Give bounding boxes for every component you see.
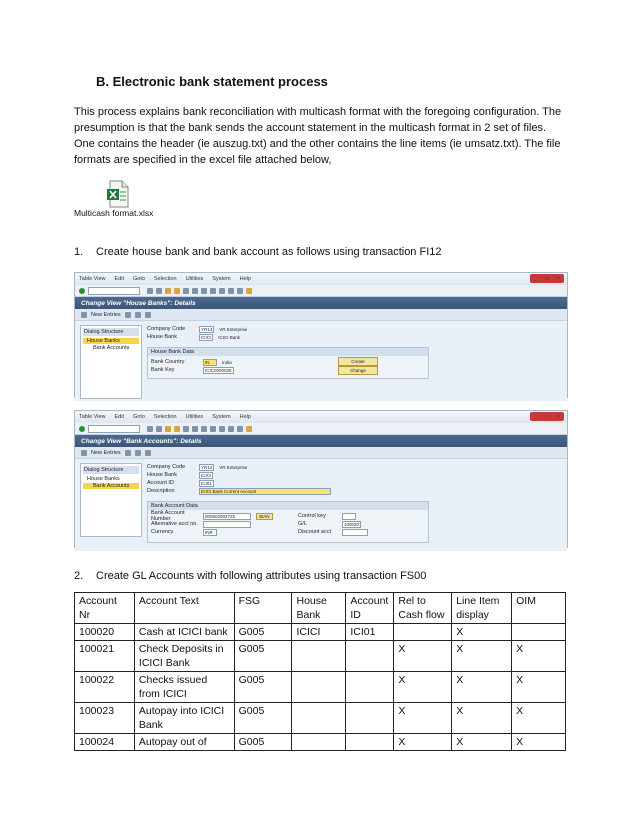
menu-table-view[interactable]: Table View [79,414,106,420]
bank-account-number-field[interactable]: 000502002725 [203,513,251,520]
intro-paragraph: This process explains bank reconciliation with multicash format with the foregoing configuration. The presumption is that the bank sends the account statement in the multicash format in 2 set of files. One contains the header (ie auszug.txt) and the other contains the line items (ie umsatz.txt). The file formats are specified in the excel file attached below, [74,106,562,166]
print-icon[interactable] [183,426,189,432]
screen-body [75,459,567,551]
menu-utilities[interactable]: Utilities [185,276,204,282]
table-cell: X [512,641,566,672]
table-cell: X [394,734,452,751]
company-code-field[interactable]: YR14 [201,326,213,332]
menu-help[interactable]: Help [239,414,251,420]
gl-accounts-table [74,592,566,751]
new-entries-button[interactable]: New Entries [91,311,121,318]
header-cell: FSG [234,593,292,624]
next-page-icon[interactable] [219,426,225,432]
attachment-label: Multicash format.xlsx [74,208,154,218]
account-id-row [147,479,337,487]
table-cell [292,641,346,672]
menu-utilities[interactable]: Utilities [185,414,204,420]
new-entries-button[interactable]: New Entries [91,449,121,456]
bank-country-field[interactable]: IN [203,359,217,366]
discount-account-field[interactable] [342,529,368,536]
bank-key-field[interactable]: ICIC0000025 [205,367,232,373]
change-button[interactable]: Change [338,366,378,375]
header-cell: Rel to Cash flow [394,593,452,624]
header-cell: OIM [512,593,566,624]
sap-menubar [75,273,567,285]
tree-node-house-banks[interactable]: House Banks [87,476,120,482]
application-toolbar [75,309,567,321]
table-cell: X [452,624,512,641]
first-page-icon[interactable] [201,426,207,432]
last-page-icon[interactable] [228,288,234,294]
discount-account-row [298,528,418,536]
menu-edit[interactable]: Edit [114,414,124,420]
table-cell [292,672,346,703]
create-button[interactable]: Create [338,357,378,366]
menu-help[interactable]: Help [239,276,251,282]
table-cell: 100022 [75,672,135,703]
step-1-number: 1. [74,246,84,258]
dialog-structure [80,463,142,537]
field-label: Control key [298,513,326,519]
table-cell: ICI01 [346,624,394,641]
tree-node-bank-accounts[interactable]: Bank Accounts [83,483,139,489]
house-bank-row [147,471,337,479]
gl-row [298,520,418,528]
first-page-icon[interactable] [201,288,207,294]
sap-house-banks-screenshot [74,272,568,398]
table-cell: X [452,641,512,672]
print-icon[interactable] [183,288,189,294]
field-label: Bank Key [151,367,175,373]
bank-country-row [151,358,425,366]
field-label: Bank Country [151,359,185,365]
company-code-row [147,463,337,471]
table-header-row [75,593,566,624]
delete-icon[interactable] [135,450,141,456]
table-row [75,734,566,751]
group-title: House Bank Data [148,348,428,356]
exit-icon[interactable] [165,426,171,432]
screen-title: Change View "Bank Accounts": Details [75,435,567,447]
menu-edit[interactable]: Edit [114,276,124,282]
help-icon[interactable] [246,426,252,432]
house-bank-field[interactable]: ICICI [201,334,212,340]
step-2 [74,570,426,582]
save-icon[interactable] [156,426,162,432]
new-entries-icon [81,450,87,456]
sap-menubar [75,411,567,423]
table-cell [394,624,452,641]
table-cell: Autopay into ICICI Bank [134,703,234,734]
delete-icon[interactable] [135,312,141,318]
command-field[interactable] [88,425,140,433]
menu-system[interactable]: System [212,414,231,420]
tree-node-house-banks[interactable]: House Banks [83,338,139,344]
field-label: G/L [298,521,307,527]
exit-icon[interactable] [165,288,171,294]
house-bank-data-group [147,347,429,379]
new-entries-icon [81,312,87,318]
close-icon[interactable]: × [556,275,560,282]
table-cell: Autopay out of [134,734,234,751]
table-cell: G005 [234,672,292,703]
table-cell: X [512,734,566,751]
field-label: House Bank [147,334,177,340]
control-key-row [298,512,418,520]
screen-title: Change View "House Banks": Details [75,297,567,309]
house-bank-row [147,333,337,341]
table-cell: 100021 [75,641,135,672]
table-cell: Check Deposits in ICICI Bank [134,641,234,672]
description-row [147,487,337,495]
table-cell: X [452,672,512,703]
table-cell [292,703,346,734]
minimize-icon[interactable]: _ [534,275,537,282]
dialog-structure-header: Dialog Structure [83,466,139,474]
table-row [75,672,566,703]
table-cell: 100024 [75,734,135,751]
field-description: India [222,359,232,365]
last-page-icon[interactable] [228,426,234,432]
company-code-field[interactable]: YR14 [201,464,213,470]
description-field[interactable]: ICICI Bank Current Account [199,488,331,495]
header-cell: Account Text [134,593,234,624]
table-cell [346,734,394,751]
help-icon[interactable] [246,288,252,294]
menu-goto[interactable]: Goto [132,276,145,282]
section-heading: B. Electronic bank statement process [96,74,328,89]
cancel-icon[interactable] [174,426,180,432]
table-cell: X [512,672,566,703]
tree-node-bank-accounts[interactable]: Bank Accounts [93,345,130,351]
copy-icon[interactable] [125,450,131,456]
table-row [75,703,566,734]
field-label: Discount acct [298,529,332,535]
table-cell [346,641,394,672]
header-cell: House Bank [292,593,346,624]
field-label: Bank Account Number [151,510,185,522]
table-cell: G005 [234,641,292,672]
window-buttons [530,274,564,283]
undo-icon[interactable] [145,450,151,456]
menu-system[interactable]: System [212,276,231,282]
sap-toolbar [75,423,567,435]
field-label: House Bank [147,472,177,478]
header-cell: Account ID [346,593,394,624]
table-cell: X [452,734,512,751]
menu-table-view[interactable]: Table View [79,276,106,282]
dialog-structure [80,325,142,399]
application-toolbar [75,447,567,459]
enter-icon[interactable] [79,288,85,294]
field-description: ICICI Bank [218,334,241,340]
layout-icon[interactable] [237,288,243,294]
table-row [75,641,566,672]
find-icon[interactable] [192,288,198,294]
field-description: VR Enterprise [219,326,248,332]
next-page-icon[interactable] [219,288,225,294]
prev-page-icon[interactable] [210,288,216,294]
minimize-icon[interactable]: _ [534,413,537,420]
step-2-text: Create GL Accounts with following attributes using transaction FS00 [96,570,427,582]
table-cell: X [512,703,566,734]
command-field[interactable] [88,287,140,295]
gl-field[interactable]: 100020 [344,521,360,527]
excel-file-icon [106,180,130,208]
menu-selection[interactable]: Selection [153,276,177,282]
undo-icon[interactable] [145,312,151,318]
step-2-number: 2. [74,570,84,582]
field-label: Alternative acct no. [151,521,198,527]
table-cell: G005 [234,624,292,641]
alternative-account-field[interactable] [203,521,251,528]
header-cell: Line Item display [452,593,512,624]
bank-key-row [151,366,425,374]
find-icon[interactable] [192,426,198,432]
table-cell: ICICI [292,624,346,641]
prev-page-icon[interactable] [210,426,216,432]
step-1-text: Create house bank and bank account as follows using transaction FI12 [96,246,442,258]
back-icon[interactable] [147,288,153,294]
save-icon[interactable] [156,288,162,294]
right-fields [298,512,418,536]
key-fields [147,463,337,495]
company-code-row [147,325,337,333]
cancel-icon[interactable] [174,288,180,294]
table-cell: X [394,703,452,734]
field-description: VR Enterprise [219,464,248,470]
field-label: Currency [151,529,174,535]
back-icon[interactable] [147,426,153,432]
control-key-field[interactable] [342,513,356,520]
maximize-icon[interactable]: □ [545,275,549,282]
table-cell [346,703,394,734]
field-label: Company Code [147,464,186,470]
menu-selection[interactable]: Selection [153,414,177,420]
table-cell [346,672,394,703]
header-cell: Account Nr [75,593,135,624]
dialog-structure-header: Dialog Structure [83,328,139,336]
currency-field[interactable]: INR [203,529,217,536]
table-cell: X [394,672,452,703]
enter-icon[interactable] [79,426,85,432]
table-cell: 100020 [75,624,135,641]
house-bank-field[interactable]: ICICI [201,472,212,478]
group-title: Bank Account Data [148,502,428,510]
bank-account-data-group [147,501,429,543]
step-1 [74,246,442,258]
field-label: Company Code [147,326,186,332]
table-cell: Checks issued from ICICI [134,672,234,703]
field-label: Account ID [147,480,174,486]
menu-goto[interactable]: Goto [132,414,145,420]
iban-button[interactable]: IBAN [256,513,273,520]
window-buttons [530,412,564,421]
sap-toolbar [75,285,567,297]
table-cell: G005 [234,734,292,751]
table-cell: G005 [234,703,292,734]
account-id-field[interactable]: ICI01 [201,480,212,486]
table-row [75,624,566,641]
close-icon[interactable]: × [556,413,560,420]
sap-bank-accounts-screenshot [74,410,568,548]
field-label: Description [147,488,175,494]
table-cell: 100023 [75,703,135,734]
table-cell: X [394,641,452,672]
maximize-icon[interactable]: □ [545,413,549,420]
key-fields [147,325,337,341]
layout-icon[interactable] [237,426,243,432]
screen-body [75,321,567,401]
table-cell [292,734,346,751]
table-cell: X [452,703,512,734]
table-cell [512,624,566,641]
copy-icon[interactable] [125,312,131,318]
table-cell: Cash at ICICI bank [134,624,234,641]
